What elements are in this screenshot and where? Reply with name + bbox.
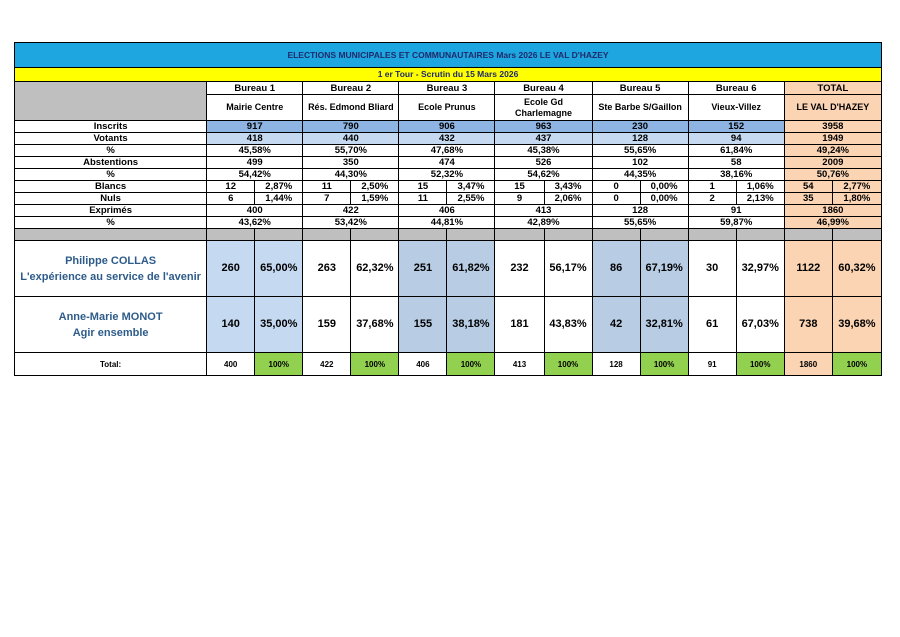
row-label: Total: — [15, 353, 207, 376]
total-percent: 100% — [640, 353, 688, 376]
value-cell: 91 — [688, 205, 784, 217]
value-cell: 350 — [303, 157, 399, 169]
value-cell: 128 — [592, 133, 688, 145]
bureau-name: Bureau 6 — [688, 82, 784, 95]
value-cell: 3958 — [784, 121, 881, 133]
count-cell: 9 — [495, 193, 544, 205]
row-label: Abstentions — [15, 157, 207, 169]
bureau-venue: Rés. Edmond Bliard — [303, 95, 399, 121]
bureau-venue: Vieux-Villez — [688, 95, 784, 121]
vote-count: 86 — [592, 241, 640, 297]
spacer-cell — [351, 229, 399, 241]
value-cell: 55,65% — [592, 145, 688, 157]
value-cell: 45,58% — [207, 145, 303, 157]
percent-cell: 1,59% — [351, 193, 399, 205]
total-count: 422 — [303, 353, 351, 376]
count-cell: 15 — [399, 181, 447, 193]
count-cell: 6 — [207, 193, 255, 205]
count-cell: 15 — [495, 181, 544, 193]
vote-percent: 65,00% — [255, 241, 303, 297]
value-cell: 906 — [399, 121, 495, 133]
count-cell: 1 — [688, 181, 736, 193]
count-cell: 12 — [207, 181, 255, 193]
candidate-list: L'expérience au service de l'avenir — [20, 270, 201, 283]
count-cell: 2 — [688, 193, 736, 205]
bureau-venue: Ste Barbe S/Gaillon — [592, 95, 688, 121]
total-percent: 100% — [447, 353, 495, 376]
value-cell: 47,68% — [399, 145, 495, 157]
vote-percent: 43,83% — [544, 297, 592, 353]
total-count: 406 — [399, 353, 447, 376]
bureau-venue: Ecole Gd Charlemagne — [495, 95, 592, 121]
vote-percent: 56,17% — [544, 241, 592, 297]
value-cell: 59,87% — [688, 217, 784, 229]
bureau-venue: Ecole Prunus — [399, 95, 495, 121]
value-cell: 52,32% — [399, 169, 495, 181]
value-cell: 58 — [688, 157, 784, 169]
spacer-cell — [640, 229, 688, 241]
value-cell: 2009 — [784, 157, 881, 169]
vote-percent: 32,81% — [640, 297, 688, 353]
spacer-cell — [688, 229, 736, 241]
vote-percent: 39,68% — [832, 297, 881, 353]
candidate-name: Philippe COLLAS — [65, 254, 157, 267]
value-cell: 1949 — [784, 133, 881, 145]
spacer-cell — [303, 229, 351, 241]
row-label: Nuls — [15, 193, 207, 205]
table-row — [15, 82, 882, 95]
vote-percent: 60,32% — [832, 241, 881, 297]
spacer-cell — [592, 229, 640, 241]
value-cell: 38,16% — [688, 169, 784, 181]
total-count: 400 — [207, 353, 255, 376]
count-cell: 54 — [784, 181, 832, 193]
table-row — [15, 121, 882, 133]
count-cell: 0 — [592, 193, 640, 205]
table-row — [15, 205, 882, 217]
election-results-sheet — [14, 42, 882, 376]
spacer-cell — [544, 229, 592, 241]
value-cell: 790 — [303, 121, 399, 133]
vote-count: 61 — [688, 297, 736, 353]
candidate-label — [15, 297, 207, 353]
vote-percent: 67,03% — [736, 297, 784, 353]
header-blank — [15, 82, 207, 121]
percent-cell: 3,43% — [544, 181, 592, 193]
total-count: 413 — [495, 353, 544, 376]
total-percent: 100% — [832, 353, 881, 376]
percent-cell: 2,13% — [736, 193, 784, 205]
value-cell: 230 — [592, 121, 688, 133]
value-cell: 43,62% — [207, 217, 303, 229]
vote-percent: 61,82% — [447, 241, 495, 297]
spacer-cell — [15, 229, 207, 241]
percent-cell: 0,00% — [640, 193, 688, 205]
results-table — [14, 42, 882, 376]
percent-cell: 1,44% — [255, 193, 303, 205]
vote-count: 155 — [399, 297, 447, 353]
spacer-cell — [399, 229, 447, 241]
percent-cell: 2,55% — [447, 193, 495, 205]
value-cell: 474 — [399, 157, 495, 169]
value-cell: 526 — [495, 157, 592, 169]
value-cell: 49,24% — [784, 145, 881, 157]
candidate-list: Agir ensemble — [72, 326, 149, 339]
spacer-cell — [832, 229, 881, 241]
total-percent: 100% — [544, 353, 592, 376]
count-cell: 7 — [303, 193, 351, 205]
vote-count: 1122 — [784, 241, 832, 297]
value-cell: 102 — [592, 157, 688, 169]
spacer-cell — [736, 229, 784, 241]
vote-count: 232 — [495, 241, 544, 297]
bureau-venue: LE VAL D'HAZEY — [784, 95, 881, 121]
percent-cell: 3,47% — [447, 181, 495, 193]
count-cell: 35 — [784, 193, 832, 205]
percent-cell: 2,06% — [544, 193, 592, 205]
value-cell: 50,76% — [784, 169, 881, 181]
bureau-name: TOTAL — [784, 82, 881, 95]
percent-cell: 2,50% — [351, 181, 399, 193]
table-row — [15, 157, 882, 169]
table-row — [15, 217, 882, 229]
vote-percent: 38,18% — [447, 297, 495, 353]
value-cell: 44,35% — [592, 169, 688, 181]
candidate-name: Anne-Marie MONOT — [58, 310, 163, 323]
total-percent: 100% — [255, 353, 303, 376]
row-label: % — [15, 217, 207, 229]
value-cell: 917 — [207, 121, 303, 133]
value-cell: 400 — [207, 205, 303, 217]
value-cell: 499 — [207, 157, 303, 169]
value-cell: 53,42% — [303, 217, 399, 229]
vote-count: 30 — [688, 241, 736, 297]
value-cell: 55,70% — [303, 145, 399, 157]
value-cell: 44,30% — [303, 169, 399, 181]
spacer-cell — [495, 229, 544, 241]
value-cell: 128 — [592, 205, 688, 217]
total-count: 1860 — [784, 353, 832, 376]
bureau-name: Bureau 5 — [592, 82, 688, 95]
row-label: Blancs — [15, 181, 207, 193]
value-cell: 1860 — [784, 205, 881, 217]
value-cell: 432 — [399, 133, 495, 145]
value-cell: 54,62% — [495, 169, 592, 181]
percent-cell: 2,87% — [255, 181, 303, 193]
value-cell: 422 — [303, 205, 399, 217]
vote-count: 263 — [303, 241, 351, 297]
vote-count: 140 — [207, 297, 255, 353]
total-count: 128 — [592, 353, 640, 376]
value-cell: 55,65% — [592, 217, 688, 229]
bureau-name: Bureau 4 — [495, 82, 592, 95]
spacer-cell — [255, 229, 303, 241]
row-label: % — [15, 169, 207, 181]
vote-count: 181 — [495, 297, 544, 353]
bureau-name: Bureau 3 — [399, 82, 495, 95]
candidate-label — [15, 241, 207, 297]
table-row — [15, 193, 882, 205]
bureau-name: Bureau 2 — [303, 82, 399, 95]
bureau-venue: Mairie Centre — [207, 95, 303, 121]
value-cell: 44,81% — [399, 217, 495, 229]
value-cell: 418 — [207, 133, 303, 145]
percent-cell: 1,80% — [832, 193, 881, 205]
value-cell: 54,42% — [207, 169, 303, 181]
vote-percent: 67,19% — [640, 241, 688, 297]
sheet-subtitle: 1 er Tour - Scrutin du 15 Mars 2026 — [15, 68, 882, 82]
row-label: % — [15, 145, 207, 157]
count-cell: 11 — [399, 193, 447, 205]
bureau-name: Bureau 1 — [207, 82, 303, 95]
table-row — [15, 145, 882, 157]
count-cell: 11 — [303, 181, 351, 193]
table-row — [15, 229, 882, 241]
vote-percent: 32,97% — [736, 241, 784, 297]
value-cell: 437 — [495, 133, 592, 145]
value-cell: 152 — [688, 121, 784, 133]
spacer-cell — [784, 229, 832, 241]
table-row — [15, 241, 882, 297]
percent-cell: 2,77% — [832, 181, 881, 193]
row-label: Exprimés — [15, 205, 207, 217]
value-cell: 413 — [495, 205, 592, 217]
value-cell: 45,38% — [495, 145, 592, 157]
value-cell: 94 — [688, 133, 784, 145]
spacer-cell — [207, 229, 255, 241]
table-row — [15, 181, 882, 193]
table-row — [15, 169, 882, 181]
spacer-cell — [447, 229, 495, 241]
total-percent: 100% — [736, 353, 784, 376]
total-percent: 100% — [351, 353, 399, 376]
vote-percent: 37,68% — [351, 297, 399, 353]
vote-count: 42 — [592, 297, 640, 353]
row-label: Inscrits — [15, 121, 207, 133]
sheet-title: ELECTIONS MUNICIPALES ET COMMUNAUTAIRES Mars 2026 LE VAL D'HAZEY — [15, 43, 882, 68]
vote-percent: 35,00% — [255, 297, 303, 353]
vote-count: 260 — [207, 241, 255, 297]
percent-cell: 1,06% — [736, 181, 784, 193]
value-cell: 61,84% — [688, 145, 784, 157]
value-cell: 406 — [399, 205, 495, 217]
value-cell: 963 — [495, 121, 592, 133]
vote-count: 738 — [784, 297, 832, 353]
row-label: Votants — [15, 133, 207, 145]
percent-cell: 0,00% — [640, 181, 688, 193]
vote-count: 159 — [303, 297, 351, 353]
table-row — [15, 353, 882, 376]
value-cell: 46,99% — [784, 217, 881, 229]
vote-percent: 62,32% — [351, 241, 399, 297]
vote-count: 251 — [399, 241, 447, 297]
total-count: 91 — [688, 353, 736, 376]
table-row — [15, 297, 882, 353]
count-cell: 0 — [592, 181, 640, 193]
table-row — [15, 133, 882, 145]
value-cell: 42,89% — [495, 217, 592, 229]
value-cell: 440 — [303, 133, 399, 145]
